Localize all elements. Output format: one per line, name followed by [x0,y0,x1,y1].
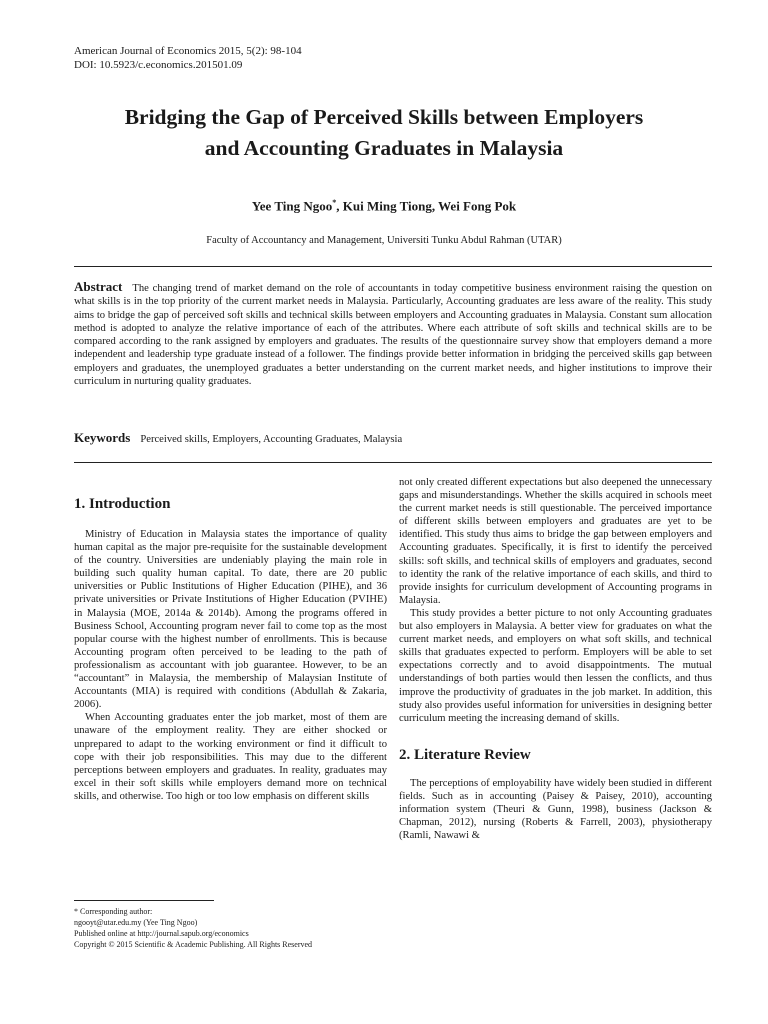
doi: DOI: 10.5923/c.economics.201501.09 [74,59,243,71]
section-heading-introduction: 1. Introduction [74,496,171,512]
column-left [74,476,387,803]
keywords [74,430,712,446]
journal-citation: American Journal of Economics 2015, 5(2): 98-104 [74,45,302,57]
footnotes [74,906,387,950]
footnote-email: ngooyt@utar.edu.my (Yee Ting Ngoo) [74,918,198,927]
column-right [399,476,712,842]
paragraph: not only created different expectations but also deepened the unnecessary gaps and misunderstandings. Whether the skills acquired in schools meet the current market needs is still questionable. The perceived importance of different skills between employers and graduates are yet to be identified. This study thus aims to bridge the gap between employers and Accounting graduates. Specifically, it is first to identify the perceived skills: soft skills, and technical skills of employers and graduates, second to identity the rank of the relative importance of each skills, and third to provide insights for curriculum development of Accounting programs in Malaysia. [399,477,712,606]
author-list [0,198,768,214]
footnote-divider [74,900,214,901]
abstract [74,280,712,388]
divider-bottom [74,462,712,463]
paper-title [40,102,728,164]
affiliation: Faculty of Accountancy and Management, Universiti Tunku Abdul Rahman (UTAR) [206,235,562,246]
author-first: Yee Ting Ngoo [251,198,333,214]
divider-top [74,266,712,267]
footnote-corresponding: * Corresponding author: [74,907,153,916]
keywords-text: Perceived skills, Employers, Accounting Graduates, Malaysia [140,434,403,445]
paragraph: When Accounting graduates enter the job market, most of them are unaware of the employment reality. They are either shocked or unprepared to adapt to the working environment or find it difficult to cope with their job responsibilities. This may due to the different perceptions between employers and graduates. In reality, graduates may excel in their soft skills while employers demand more on technical skills, and otherwise. Too high or too low emphasis on different skills [74,712,387,802]
title-line-1: Bridging the Gap of Perceived Skills between Employers [124,105,644,129]
footnote-copyright: Copyright © 2015 Scientific & Academic Publishing. All Rights Reserved [74,940,313,949]
footnote-published: Published online at http://journal.sapub.org/economics [74,929,249,938]
author-rest: , Kui Ming Tiong, Wei Fong Pok [336,198,517,214]
abstract-text: The changing trend of market demand on the role of accountants in today competitive business environment raising the question on what skills is in the top priority of the current market needs in Malaysia. Particularly, Accounting graduates are less aware of the reality. This study aims to bridge the gap of perceived soft skills and technical skills between employers and Accounting graduates in Malaysia. Constant sum allocation method is adopted to analyze the relative importance of each of the attributes. Where each attribute of soft skills and technical skills are to be compared according to the rank assigned by employers and graduates. The results of the questionnaire survey show that employers demand a more independent and leadership type graduate instead of a follower. The findings provide better information in bridging the perceived skills gap between employers and graduates, the unemployed graduates a better understanding on the current market needs, and higher institutions to improve their curriculum in nurturing quality graduates. [74,283,712,388]
paragraph: Ministry of Education in Malaysia states the importance of quality human capital as the major pre-requisite for the sustainable development of the country. Universities are undeniably playing the main role in building such quality human capital. To date, there are 20 public universities or Public Institutions of Higher Education (PIHE), and 36 private universities or Private Institutions of Higher Education (PVIHE) in Malaysia (MOE, 2014a & 2014b). Among the programs offered in Business School, Accounting program never fail to come top as the most popular course with the highest number of enrollments. This is because Accounting program often perceived to be leading to the path of professionalism as accountant with job guarantee. However, to be an “accountant” in Malaysia, the membership of Malaysian Institute of Accountants (MIA) is required with conditions (Abdullah & Zakaria, 2006). [74,529,387,711]
paragraph: The perceptions of employability have widely been studied in different fields. Such as in accounting (Paisey & Paisey, 2010), accounting information system (Theuri & Gunn, 1998), business (Jackson & Chapman, 2012), nursing (Roberts & Farrell, 2003), physiotherapy (Ramli, Nawawi & [399,777,712,842]
section-heading-literature-review: 2. Literature Review [399,746,531,763]
journal-header [74,44,302,72]
title-line-2: and Accounting Graduates in Malaysia [204,136,564,160]
abstract-label: Abstract [74,279,123,294]
corresponding-star: * [332,198,337,207]
keywords-label: Keywords [74,430,131,445]
paragraph: This study provides a better picture to not only Accounting graduates but also employers in Malaysia. A better view for graduates on what the current market needs, and employers on what soft skills, and technical skills that graduates expected to perform. Employers will be able to set expectations correctly and to avoid disappointments. The mutual understandings of both parties would then lessen the conflicts, and thus improve the productivity of graduates in the job market. In addition, this study also provides useful information for universities in designing better curriculum meeting the increasing demand of skills. [399,607,712,724]
